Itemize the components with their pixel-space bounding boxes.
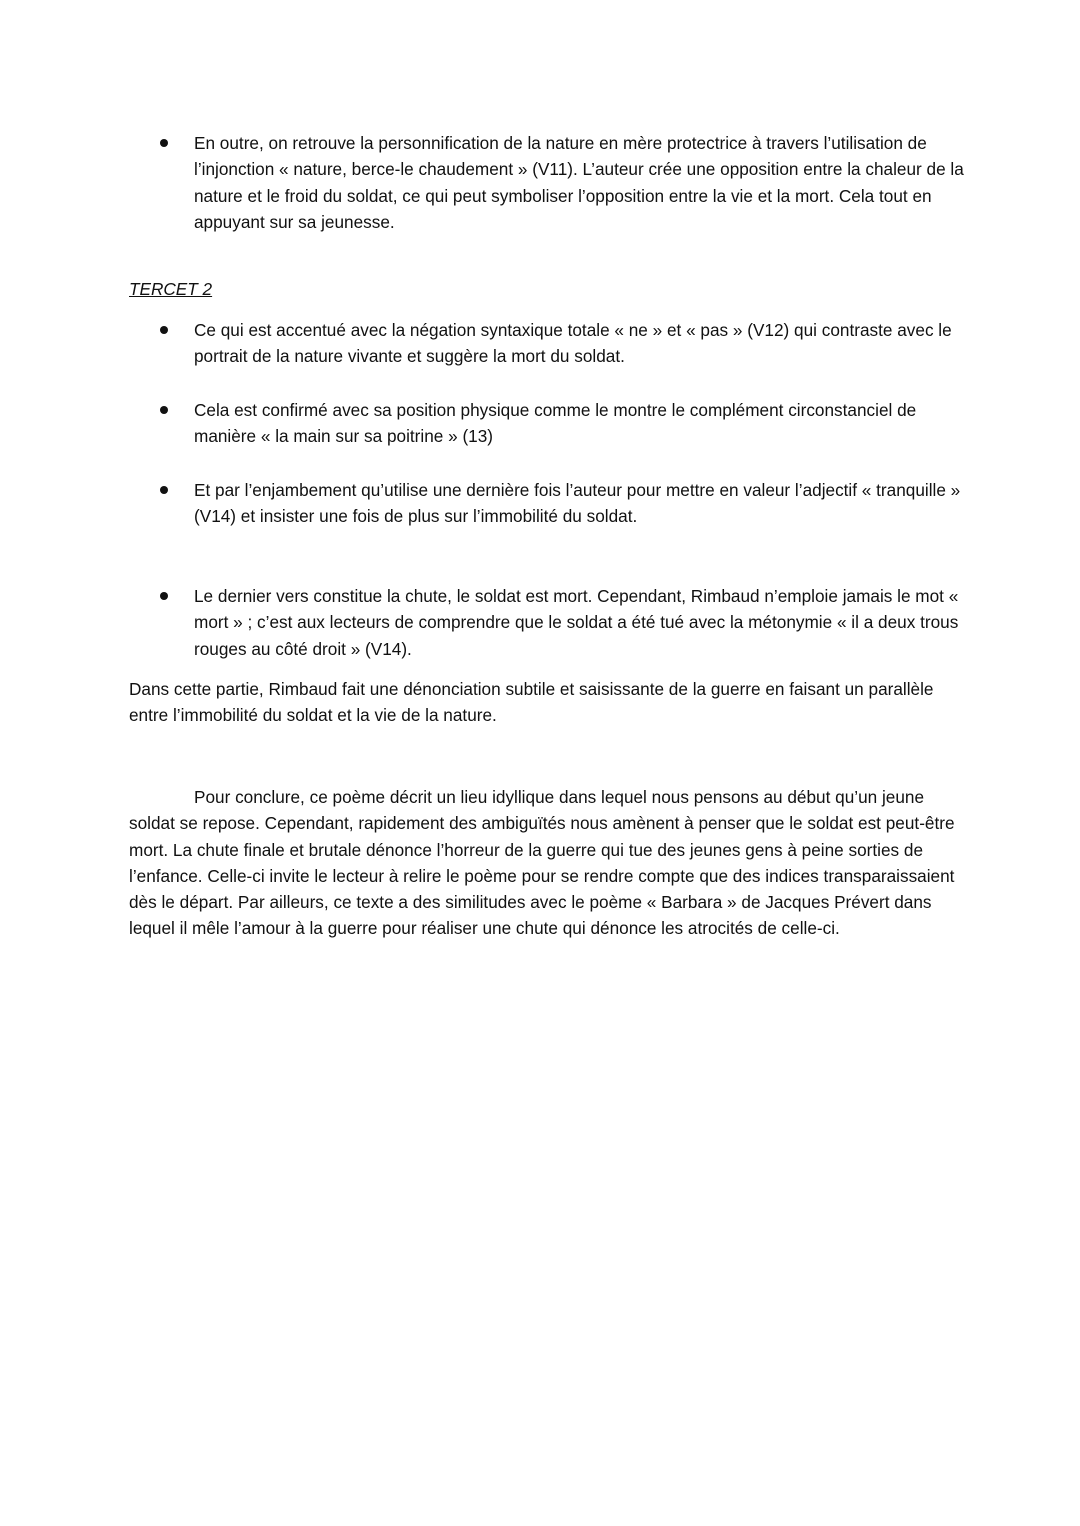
conclusion-paragraph: Pour conclure, ce poème décrit un lieu idyllique dans lequel nous pensons au début qu’un jeune soldat se repose. Cependant, rapidement des ambiguïtés nous amènent à penser que le soldat est peut-être mort. La chute finale et brutale dénonce l’horreur de la guerre qui tue des jeunes gens à peine sorties de l’enfance. Celle-ci invite le lecteur à relire le poème pour se rendre compte que des indices transparaissaient dès le départ. Par ailleurs, ce texte a des similitudes avec le poème « Barbara » de Jacques Prévert dans lequel il mêle l’amour à la guerre pour réaliser une chute qui dénonce les atrocités de celle-ci. — [129, 787, 955, 939]
bullet-dot-icon — [160, 486, 168, 494]
bullet-dot-icon — [160, 406, 168, 414]
bullet-item — [194, 130, 964, 235]
bullet-text: Et par l’enjambement qu’utilise une dernière fois l’auteur pour mettre en valeur l’adjectif « tranquille » (V14) et insister une fois de plus sur l’immobilité du soldat. — [194, 480, 961, 527]
bullet-item — [194, 317, 964, 370]
bullet-text: En outre, on retrouve la personnification de la nature en mère protectrice à travers l’utilisation de l’injonction « nature, berce-le chaudement » (V11). L’auteur crée une opposition entre la chaleur de la nature et le froid du soldat, ce qui peut symboliser l’opposition entre la vie et la mort. Cela tout en appuyant sur sa jeunesse. — [194, 133, 964, 232]
bullet-item — [194, 583, 964, 662]
bullet-dot-icon — [160, 592, 168, 600]
bullet-text: Cela est confirmé avec sa position physique comme le montre le complément circonstanciel de manière « la main sur sa poitrine » (13) — [194, 400, 917, 447]
bullet-text: Le dernier vers constitue la chute, le soldat est mort. Cependant, Rimbaud n’emploie jamais le mot « mort » ; c’est aux lecteurs de comprendre que le soldat a été tué avec la métonymie « il a deux trous rouges au côté droit » (V14). — [194, 586, 959, 659]
bullet-text: Ce qui est accentué avec la négation syntaxique totale « ne » et « pas » (V12) qui contraste avec le portrait de la nature vivante et suggère la mort du soldat. — [194, 320, 952, 367]
bullet-dot-icon — [160, 139, 168, 147]
section-summary: Dans cette partie, Rimbaud fait une dénonciation subtile et saisissante de la guerre en faisant un parallèle entre l’immobilité du soldat et la vie de la nature. — [129, 679, 934, 726]
bullet-item — [194, 477, 964, 530]
bullet-dot-icon — [160, 326, 168, 334]
bullet-item — [194, 397, 964, 450]
section-heading: TERCET 2 — [129, 279, 213, 299]
